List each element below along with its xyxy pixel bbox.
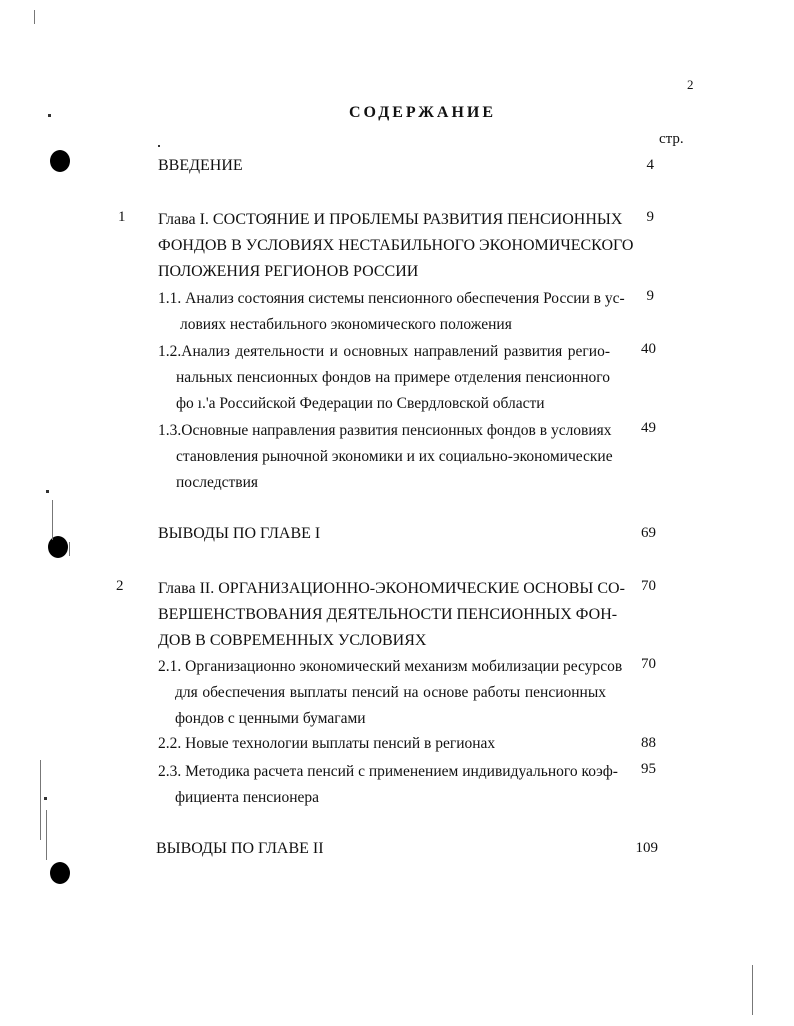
toc-section-line: последствия — [176, 474, 259, 491]
chapter-heading-line: Глава I. СОСТОЯНИЕ И ПРОБЛЕМЫ РАЗВИТИЯ ПЕНСИОННЫХ — [158, 211, 623, 228]
page-title: СОДЕРЖАНИЕ — [349, 104, 497, 121]
toc-section — [158, 288, 625, 340]
chapter-heading-line: ДОВ В СОВРЕМЕННЫХ УСЛОВИЯХ — [158, 632, 427, 649]
toc-section-line: 2.3. Методика расчета пенсий с применением индивидуального коэф- — [158, 763, 618, 780]
scan-speck — [46, 490, 49, 493]
toc-page-conclusion: 109 — [635, 840, 658, 856]
toc-section-line: фондов с ценными бумагами — [175, 710, 366, 727]
chapter-number: 1 — [118, 209, 126, 225]
scan-speck — [44, 797, 47, 800]
scan-edge-line — [46, 810, 47, 860]
toc-section-line: для обеспечения выплаты пенсий на основе работы пенсионных — [175, 684, 606, 701]
toc-section — [158, 341, 610, 419]
punch-hole-dot — [50, 150, 70, 172]
chapter-heading-line: ФОНДОВ В УСЛОВИЯХ НЕСТАБИЛЬНОГО ЭКОНОМИЧЕСКОГО — [158, 237, 634, 254]
scan-edge-line — [52, 500, 53, 540]
punch-hole-dot — [48, 536, 68, 558]
scan-edge-line — [752, 965, 753, 1015]
toc-page-conclusion: 69 — [641, 525, 656, 541]
toc-section: 2.2. Новые технологии выплаты пенсий в регионах — [158, 735, 496, 752]
toc-section-line: 1.2.Анализ деятельности и основных направлений развития регио- — [158, 343, 610, 360]
toc-page-section: 40 — [641, 341, 656, 357]
toc-section-line: ловиях нестабильного экономического положения — [180, 316, 512, 333]
scan-edge-line — [34, 10, 35, 24]
toc-page-section: 9 — [646, 288, 654, 304]
toc-section-line: фо ı.'а Российской Федерации по Свердловской области — [176, 395, 545, 412]
toc-page-chapter: 9 — [646, 209, 654, 225]
chapter-heading-line: ПОЛОЖЕНИЯ РЕГИОНОВ РОССИИ — [158, 263, 419, 280]
toc-page-intro: 4 — [646, 157, 654, 173]
toc-entry-conclusion: ВЫВОДЫ ПО ГЛАВЕ I — [158, 525, 321, 542]
toc-section-line: нальных пенсионных фондов на примере отделения пенсионного — [176, 369, 610, 386]
toc-page-section: 49 — [641, 420, 656, 436]
toc-section-line: становления рыночной экономики и их социально-экономические — [176, 448, 613, 465]
toc-page-chapter: 70 — [641, 578, 656, 594]
chapter-heading — [158, 208, 634, 286]
punch-hole-dot — [50, 862, 70, 884]
page-column-label: стр. — [659, 131, 684, 147]
toc-page-section: 95 — [641, 761, 656, 777]
toc-page-section: 70 — [641, 656, 656, 672]
scan-speck — [158, 145, 160, 147]
scan-speck — [48, 114, 51, 117]
toc-section-line: 2.1. Организационно экономический механизм мобилизации ресурсов — [158, 658, 623, 675]
chapter-heading — [158, 577, 625, 655]
toc-page-section: 88 — [641, 735, 656, 751]
chapter-number: 2 — [116, 578, 124, 594]
page-number: 2 — [687, 77, 694, 92]
toc-section-line: 1.1. Анализ состояния системы пенсионного обеспечения России в ус- — [158, 290, 625, 307]
toc-section-line: 1.3.Основные направления развития пенсионных фондов в условиях — [158, 422, 612, 439]
scan-edge-line — [69, 542, 70, 556]
toc-entry-conclusion: ВЫВОДЫ ПО ГЛАВЕ II — [156, 840, 324, 857]
scan-edge-line — [40, 760, 41, 840]
toc-section-line: фициента пенсионера — [175, 789, 320, 806]
toc-section — [158, 761, 618, 813]
toc-entry-intro: ВВЕДЕНИЕ — [158, 157, 243, 174]
toc-section — [158, 420, 613, 498]
chapter-heading-line: Глава II. ОРГАНИЗАЦИОННО-ЭКОНОМИЧЕСКИЕ ОСНОВЫ СО- — [158, 580, 625, 597]
chapter-heading-line: ВЕРШЕНСТВОВАНИЯ ДЕЯТЕЛЬНОСТИ ПЕНСИОННЫХ ФОН- — [158, 606, 618, 623]
toc-section — [158, 656, 623, 734]
